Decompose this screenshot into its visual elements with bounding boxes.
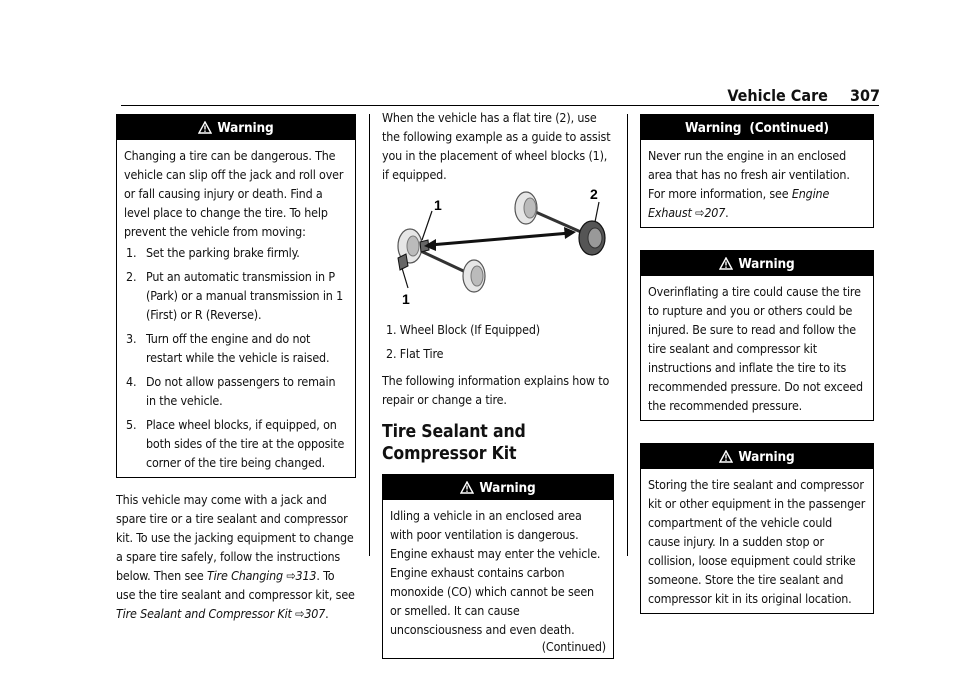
list-item: 4. Do not allow passengers to remain in the vehicle. xyxy=(126,374,336,408)
list-item: 2. Put an automatic transmission in P (Park) or a manual transmission in 1 (First) or R (Reverse). xyxy=(126,269,344,322)
warning-title: Warning xyxy=(738,449,795,465)
list-item: 2. Flat Tire xyxy=(386,346,444,361)
warning-body: Never run the engine in an enclosed area that has no fresh air ventilation. For more information, see Engine Exhaust ⇨207. xyxy=(648,148,850,220)
link-tire-sealant-kit[interactable]: Tire Sealant and Compressor Kit xyxy=(116,606,292,621)
warning-body: Storing the tire sealant and compressor kit or other equipment in the passenger compartment of the vehicle could cause injury. In a sudden stop or collision, loose equipment could strike someone. Store the tire sealant and compressor kit in its original location. xyxy=(648,477,866,606)
page-ref-207[interactable]: 207 xyxy=(704,205,726,220)
warning-triangle-icon xyxy=(719,257,733,270)
page-number: 307 xyxy=(849,86,880,105)
warning-triangle-icon xyxy=(198,121,212,134)
warning-box-jack xyxy=(116,114,356,478)
repair-paragraph: The following information explains how to repair or change a tire. xyxy=(382,373,610,407)
callout-label-2: 2 xyxy=(590,188,598,202)
warning-box-idling xyxy=(382,474,614,659)
column-divider-2 xyxy=(627,114,628,556)
column-1 xyxy=(116,114,356,623)
warning-box-storing xyxy=(640,443,874,614)
column-2 xyxy=(382,108,614,659)
column-divider-1 xyxy=(369,114,370,556)
link-tire-changing[interactable]: Tire Changing xyxy=(206,568,283,583)
jack-paragraph: This vehicle may come with a jack and spare tire or a tire sealant and compressor kit. To use the jacking equipment to change a spare tire safely, follow the instructions below. Then see Tire Changing ⇨313. To use the tire sealant and compressor kit, see Tire Sealant and Compressor Kit ⇨307. xyxy=(116,492,355,621)
warning-box-continued xyxy=(640,114,874,228)
page-ref-313[interactable]: 313 xyxy=(295,568,317,583)
warning-box-overinflating xyxy=(640,250,874,421)
warning-title-bar xyxy=(383,475,613,500)
continued-label: (Continued) xyxy=(541,639,606,654)
page-reference-arrow-icon: ⇨ xyxy=(286,568,296,583)
list-item: 1. Set the parking brake firmly. xyxy=(126,245,300,260)
header-rule xyxy=(121,105,879,106)
running-header xyxy=(727,86,880,105)
warning-intro: Changing a tire can be dangerous. The vehicle can slip off the jack and roll over or fall causing injury or death. Find a level place to change the tire. To help prevent the vehicle from moving: xyxy=(124,148,344,239)
section-title: Vehicle Care xyxy=(727,86,828,105)
callout-label-1b: 1 xyxy=(402,291,410,307)
page-reference-arrow-icon: ⇨ xyxy=(695,205,705,220)
warning-steps-list xyxy=(124,243,348,472)
wheel-block-icon xyxy=(398,254,408,270)
page-ref-307[interactable]: 307 xyxy=(304,606,326,621)
warning-title-bar xyxy=(641,444,873,469)
warning-title: Warning xyxy=(479,480,536,496)
warning-body: Idling a vehicle in an enclosed area with poor ventilation is dangerous. Engine exhaust may enter the vehicle. Engine exhaust contains carbon monoxide (CO) which cannot be seen or smelled. It can cause unconsciousness and even death. xyxy=(390,508,601,637)
callout-label-1: 1 xyxy=(434,197,442,213)
warning-triangle-icon xyxy=(719,450,733,463)
warning-title-bar xyxy=(641,251,873,276)
list-item: 3. Turn off the engine and do not restart while the vehicle is raised. xyxy=(126,331,330,365)
list-item: 5. Place wheel blocks, if equipped, on both sides of the tire at the opposite corner of the tire being changed. xyxy=(126,417,345,470)
wheel-block-diagram xyxy=(382,188,614,318)
warning-title: Warning xyxy=(738,256,795,272)
list-item: 1. Wheel Block (If Equipped) xyxy=(386,322,540,337)
warning-title: Warning xyxy=(217,120,274,136)
warning-title-bar xyxy=(117,115,355,140)
flat-tire-icon xyxy=(579,221,605,255)
warning-body: Overinflating a tire could cause the tire to rupture and you or others could be injured. Be sure to read and follow the tire sealant and compressor kit instructions and inflate the tire to its recommended pressure. Do not exceed the recommended pressure. xyxy=(648,284,863,413)
warning-title-bar: Warning (Continued) xyxy=(641,115,873,140)
section-heading: Tire Sealant and Compressor Kit xyxy=(382,422,526,464)
page-reference-arrow-icon: ⇨ xyxy=(295,606,305,621)
column-3 xyxy=(640,114,874,614)
warning-triangle-icon xyxy=(460,481,474,494)
figure-caption-list xyxy=(382,320,614,363)
flat-tire-intro: When the vehicle has a flat tire (2), use the following example as a guide to assist you in the placement of wheel blocks (1), if equipped. xyxy=(382,110,611,182)
link-engine-exhaust[interactable]: Engine Exhaust xyxy=(648,186,830,220)
